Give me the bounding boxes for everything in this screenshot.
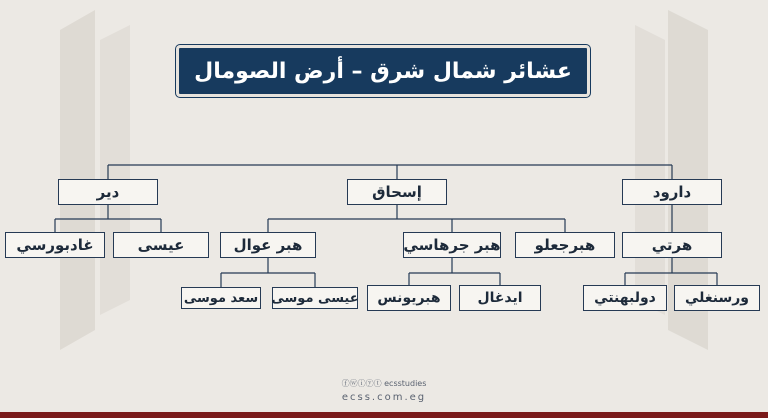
node-darod: دارود (622, 179, 722, 205)
bottom-bar (0, 412, 768, 418)
node-issa-musa: عيسى موسى (272, 287, 358, 309)
node-dir: دير (58, 179, 158, 205)
node-gadabursi: غادبورسي (5, 232, 105, 258)
diagram-title: عشائر شمال شرق – أرض الصومال (176, 45, 590, 97)
node-saad-musa: سعد موسى (181, 287, 261, 309)
node-habar-jarhasi: هبر جرهاسي (403, 232, 501, 258)
node-harti: هرتي (622, 232, 722, 258)
node-habar-jalo: هبرجعلو (515, 232, 615, 258)
website-link[interactable]: ecss.com.eg (341, 392, 427, 403)
node-habar-yunis: هبريونس (367, 285, 451, 311)
node-ishaq: إسحاق (347, 179, 447, 205)
social-handle: ⓕⓦⓘⓨⓣ ecsstudies (341, 379, 427, 388)
node-warsangali: ورسنغلي (674, 285, 760, 311)
node-dulbahante: دولبهنتي (583, 285, 667, 311)
node-issa: عيسى (113, 232, 209, 258)
node-habar-awal: هبر عوال (220, 232, 316, 258)
node-idagala: ايدغال (459, 285, 541, 311)
